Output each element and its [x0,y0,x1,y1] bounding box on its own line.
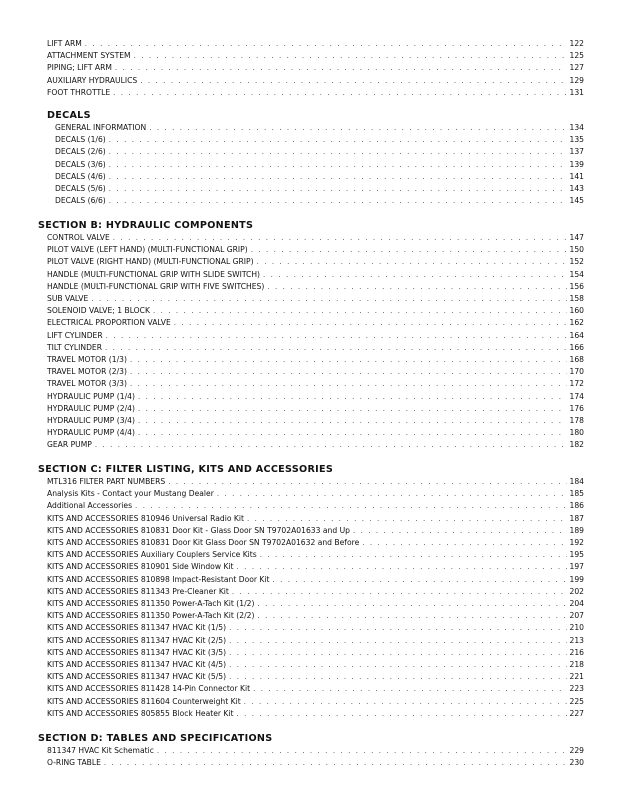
toc-entry-page-number: 187 [569,513,584,523]
toc-entry[interactable] [47,488,584,500]
toc-entry[interactable] [47,62,584,74]
toc-entry-page-number: 137 [569,147,584,157]
dot-leader [140,75,566,87]
toc-entry-title: TRAVEL MOTOR (3/3) [47,379,127,389]
toc-entry-title: CONTROL VALVE [47,233,110,242]
toc-entry-page-number: 122 [569,39,584,48]
dot-leader [229,635,566,647]
dot-leader [149,122,566,134]
toc-entry[interactable] [47,586,584,598]
toc-entry-page-number: 143 [569,184,584,193]
toc-entry-title: DECALS (2/6) [55,147,106,157]
toc-entry-page-number: 141 [569,171,584,181]
toc-entry[interactable] [47,549,584,561]
toc-entry-title: 811347 HVAC Kit Schematic [47,746,154,755]
toc-entry-page-number: 225 [569,696,584,706]
toc-entry-title: TRAVEL MOTOR (2/3) [47,367,127,377]
dot-leader [109,159,567,171]
toc-entry-page-number: 180 [569,428,584,438]
dot-leader [85,38,567,50]
section-heading: DECALS [47,110,91,121]
dot-leader [257,610,566,622]
toc-entry-title: PILOT VALVE (LEFT HAND) (MULTI-FUNCTIONAL GRIP) [47,245,248,255]
dot-leader [217,488,567,500]
toc-entry-title: KITS AND ACCESSORIES 811347 HVAC Kit (4/5) [47,660,227,669]
dot-leader [232,586,567,598]
dot-leader [138,415,567,427]
dot-leader [257,256,567,268]
dot-leader [237,561,567,573]
dot-leader [109,195,567,207]
toc-entry-title: LIFT ARM [47,39,82,48]
dot-leader [244,696,567,708]
dot-leader [229,659,566,671]
toc-entry[interactable] [47,659,584,671]
toc-entry-page-number: 154 [569,269,584,279]
toc-entry[interactable] [47,537,584,549]
dot-leader [105,342,567,354]
toc-entry-page-number: 168 [569,355,584,364]
toc-entry-title: ATTACHMENT SYSTEM [47,51,131,61]
toc-entry[interactable] [47,500,584,512]
toc-entry-page-number: 210 [569,623,584,633]
toc-entry[interactable] [47,232,584,244]
toc-entry[interactable] [47,256,584,268]
toc-entry-page-number: 135 [569,135,584,145]
toc-entry[interactable] [55,122,584,134]
dot-leader [109,134,567,146]
toc-entry-title: KITS AND ACCESSORIES 810831 Door Kit Glass Door SN T9702A01632 and Before [47,538,360,547]
toc-entry-page-number: 204 [569,599,584,608]
dot-leader [253,683,566,695]
toc-entry-title: KITS AND ACCESSORIES 811350 Power-A-Tach Kit (1/2) [47,599,255,608]
toc-entry-title: KITS AND ACCESSORIES 811347 HVAC Kit (3/5) [47,647,227,657]
toc-entry[interactable] [55,183,584,195]
toc-entry-title: KITS AND ACCESSORIES 811428 14-Pin Connector Kit [47,684,251,694]
dot-leader [174,317,567,329]
toc-entry-page-number: 178 [569,416,584,425]
toc-entry-page-number: 160 [569,306,584,316]
section-heading: SECTION D: TABLES AND SPECIFICATIONS [38,733,273,744]
toc-entry-title: HYDRAULIC PUMP (2/4) [47,403,135,413]
dot-leader [237,708,567,720]
dot-leader [106,330,567,342]
toc-entry[interactable] [47,244,584,256]
toc-entry-title: HYDRAULIC PUMP (3/4) [47,416,135,425]
toc-entry-title: O-RING TABLE [47,758,101,768]
toc-entry-title: KITS AND ACCESSORIES 810898 Impact-Resistant Door Kit [47,574,270,584]
toc-entry-title: LIFT CYLINDER [47,330,103,340]
toc-entry-title: DECALS (6/6) [55,196,106,206]
toc-entry-title: DECALS (1/6) [55,135,106,145]
toc-entry-page-number: 184 [569,477,584,486]
dot-leader [229,647,566,659]
dot-leader [267,281,566,293]
toc-entry-title: SUB VALVE [47,294,89,303]
toc-entry[interactable] [47,305,584,317]
toc-entry-page-number: 125 [569,51,584,61]
toc-entry-page-number: 129 [569,75,584,85]
toc-entry-page-number: 139 [569,159,584,169]
toc-entry-page-number: 213 [569,635,584,645]
toc-entry[interactable] [47,574,584,586]
toc-entry-title: MTL316 FILTER PART NUMBERS [47,477,166,486]
toc-entry-title: PILOT VALVE (RIGHT HAND) (MULTI-FUNCTIONAL GRIP) [47,257,254,267]
toc-entry-title: KITS AND ACCESSORIES 811350 Power-A-Tach Kit (2/2) [47,611,255,621]
toc-entry-title: DECALS (4/6) [55,171,106,181]
toc-entry-title: KITS AND ACCESSORIES 811604 Counterweight Kit [47,696,241,706]
toc-entry-page-number: 176 [569,403,584,413]
toc-entry-page-number: 227 [569,708,584,718]
toc-entry-page-number: 202 [569,586,584,596]
toc-entry[interactable] [47,647,584,659]
toc-entry[interactable] [47,293,584,305]
toc-entry-title: KITS AND ACCESSORIES 805855 Block Heater Kit [47,708,234,718]
toc-entry[interactable] [47,757,584,769]
toc-entry-page-number: 195 [569,550,584,560]
toc-entry-page-number: 229 [569,746,584,755]
dot-leader [130,366,567,378]
toc-entry-title: KITS AND ACCESSORIES 811343 Pre-Cleaner Kit [47,586,229,596]
toc-entry-title: GEAR PUMP [47,440,92,450]
toc-entry-page-number: 185 [569,489,584,499]
toc-entry[interactable] [47,38,584,50]
toc-entry-page-number: 197 [569,562,584,572]
dot-leader [130,354,567,366]
toc-entry-page-number: 216 [569,647,584,657]
dot-leader [91,293,566,305]
toc-entry[interactable] [47,87,584,99]
toc-entry[interactable] [47,622,584,634]
toc-entry[interactable] [47,427,584,439]
toc-entry[interactable] [55,171,584,183]
toc-entry-title: KITS AND ACCESSORIES 810831 Door Kit - Glass Door SN T9702A01633 and Up [47,525,350,535]
dot-leader [113,232,567,244]
dot-leader [138,427,567,439]
toc-entry[interactable] [55,195,584,207]
toc-entry-title: TRAVEL MOTOR (1/3) [47,355,127,364]
dot-leader [104,757,567,769]
dot-leader [263,269,566,281]
dot-leader [260,549,567,561]
dot-leader [251,244,567,256]
toc-entry[interactable] [47,610,584,622]
toc-entry-page-number: 172 [569,379,584,389]
dot-leader [113,87,566,99]
toc-entry-page-number: 127 [569,63,584,73]
toc-entry-title: KITS AND ACCESSORIES 810946 Universal Radio Kit [47,513,244,523]
toc-entry-title: HANDLE (MULTI-FUNCTIONAL GRIP WITH FIVE SWITCHES) [47,281,265,291]
toc-entry-page-number: 189 [569,525,584,535]
toc-entry-title: FOOT THROTTLE [47,87,111,97]
toc-entry[interactable] [47,671,584,683]
toc-entry[interactable] [47,708,584,720]
toc-entry-page-number: 164 [569,330,584,340]
toc-entry[interactable] [47,269,584,281]
toc-entry[interactable] [47,378,584,390]
toc-entry-page-number: 145 [569,196,584,206]
toc-entry[interactable] [55,146,584,158]
toc-entry[interactable] [47,683,584,695]
toc-entry-page-number: 134 [569,123,584,132]
toc-entry[interactable] [47,281,584,293]
dot-leader [134,50,567,62]
section-heading: SECTION B: HYDRAULIC COMPONENTS [38,220,254,231]
toc-entry[interactable] [47,415,584,427]
toc-entry-title: ELECTRICAL PROPORTION VALVE [47,318,171,328]
toc-entry[interactable] [47,598,584,610]
toc-entry-page-number: 192 [569,538,584,547]
toc-entry[interactable] [47,342,584,354]
toc-entry[interactable] [47,50,584,62]
toc-entry[interactable] [47,330,584,342]
toc-entry[interactable] [47,366,584,378]
toc-entry-page-number: 199 [569,574,584,584]
toc-entry-page-number: 174 [569,391,584,401]
toc-entry-page-number: 162 [569,318,584,328]
toc-entry-page-number: 230 [569,758,584,768]
toc-entry-title: DECALS (5/6) [55,184,106,193]
toc-entry-title: PIPING; LIFT ARM [47,63,112,73]
toc-entry-title: Additional Accessories [47,501,133,511]
toc-entry-page-number: 147 [569,233,584,242]
dot-leader [247,513,567,525]
dot-leader [95,439,567,451]
dot-leader [115,62,567,74]
toc-entry-title: HANDLE (MULTI-FUNCTIONAL GRIP WITH SLIDE SWITCH) [47,269,261,279]
toc-entry[interactable] [47,354,584,366]
toc-entry-page-number: 218 [569,660,584,669]
toc-entry[interactable] [47,476,584,488]
toc-entry-page-number: 158 [569,294,584,303]
toc-entry[interactable] [47,439,584,451]
dot-leader [168,476,566,488]
toc-entry-title: SOLENOID VALVE; 1 BLOCK [47,306,150,316]
toc-entry-title: KITS AND ACCESSORIES 811347 HVAC Kit (2/5) [47,635,227,645]
toc-entry[interactable] [47,513,584,525]
dot-leader [157,745,567,757]
toc-entry-title: KITS AND ACCESSORIES Auxiliary Couplers Service Kits [47,550,257,560]
toc-entry-page-number: 186 [569,501,584,511]
toc-entry-page-number: 131 [569,87,584,97]
toc-entry-page-number: 223 [569,684,584,694]
dot-leader [135,500,566,512]
section-heading: SECTION C: FILTER LISTING, KITS AND ACCESSORIES [38,464,334,475]
toc-entry-title: KITS AND ACCESSORIES 811347 HVAC Kit (1/5) [47,623,227,633]
toc-entry[interactable] [47,635,584,647]
toc-entry-page-number: 156 [569,281,584,291]
toc-entry[interactable] [47,317,584,329]
toc-entry-title: TILT CYLINDER [47,342,102,352]
toc-entry[interactable] [47,696,584,708]
dot-leader [138,403,567,415]
toc-entry-page-number: 221 [569,672,584,682]
toc-entry-title: Analysis Kits - Contact your Mustang Dealer [47,489,214,499]
dot-leader [109,171,567,183]
toc-entry-title: KITS AND ACCESSORIES 810901 Side Window Kit [47,562,234,572]
dot-leader [272,574,566,586]
toc-entry[interactable] [47,561,584,573]
toc-entry-page-number: 166 [569,342,584,352]
dot-leader [109,183,567,195]
toc-entry-title: KITS AND ACCESSORIES 811347 HVAC Kit (5/5) [47,672,227,682]
toc-entry-title: HYDRAULIC PUMP (4/4) [47,428,135,438]
dot-leader [153,305,567,317]
toc-entry[interactable] [47,391,584,403]
toc-entry-title: HYDRAULIC PUMP (1/4) [47,391,135,401]
toc-entry-title: AUXILIARY HYDRAULICS [47,75,138,85]
toc-entry[interactable] [47,745,584,757]
toc-entry-page-number: 152 [569,257,584,267]
toc-entry-page-number: 150 [569,245,584,255]
toc-entry[interactable] [47,525,584,537]
toc-entry-page-number: 207 [569,611,584,621]
toc-entry-page-number: 182 [569,440,584,450]
toc-entry-title: DECALS (3/6) [55,159,106,169]
dot-leader [257,598,566,610]
dot-leader [362,537,566,549]
dot-leader [229,622,566,634]
toc-entry[interactable] [47,403,584,415]
dot-leader [353,525,567,537]
toc-entry[interactable] [55,159,584,171]
toc-entry-page-number: 170 [569,367,584,377]
dot-leader [229,671,566,683]
toc-entry[interactable] [55,134,584,146]
dot-leader [130,378,567,390]
toc-entry-title: GENERAL INFORMATION [55,123,147,132]
dot-leader [109,146,567,158]
dot-leader [138,391,567,403]
toc-entry[interactable] [47,75,584,87]
